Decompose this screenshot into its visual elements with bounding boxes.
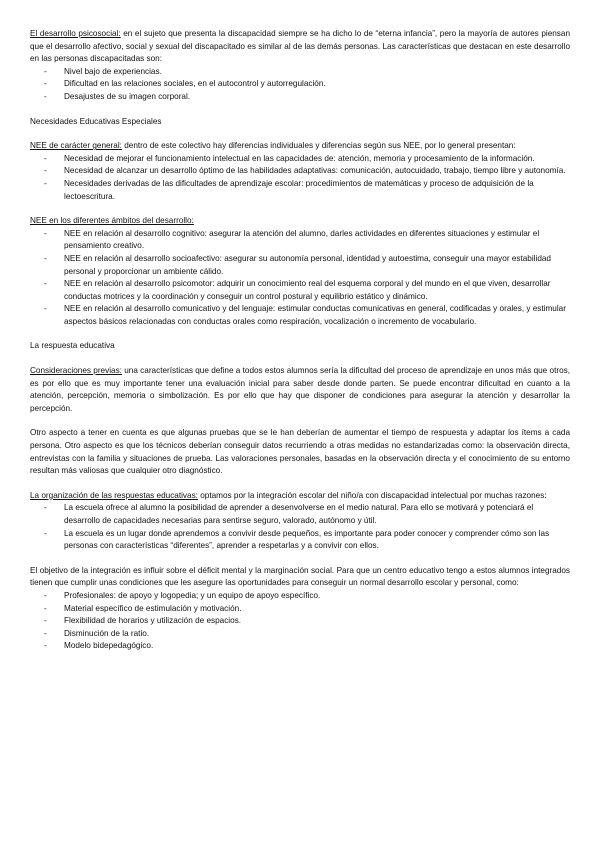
integration-list — [30, 590, 570, 653]
list-item: - NEE en relación al desarrollo cognitivo: asegurar la atención del alumno, darles actividades en diferentes situaciones y estimular el pensamiento creativo. — [64, 228, 570, 253]
psychosocial-lead: El desarrollo psicosocial: — [30, 29, 121, 38]
list-item: - Profesionales: de apoyo y logopedia; y un equipo de apoyo específico. — [64, 590, 570, 603]
list-item: - NEE en relación al desarrollo socioafectivo: asegurar su autonomía personal, identidad y autoestima, conseguir una mayor estabilidad personal y proporcionar un ambiente cálido. — [64, 253, 570, 278]
list-item: - Nivel bajo de experiencias. — [64, 66, 570, 79]
list-item: - NEE en relación al desarrollo comunicativo y del lenguaje: estimular conductas comunicativas en general, codificadas y orales, y estimular aspectos básicos relacionadas con conductas orales como respiración, vocalización o incremento de vocabulario. — [64, 303, 570, 328]
prior-considerations-text: una características que define a todos estos alumnos sería la dificultad del proceso de aprendizaje en unos más que otros, es por ello que es muy importante tener una evaluación inicial para saber desde donde parten. Se puede encontrar dificultad en cuanto a la atención, percepción, memoria o simbolización. Es por ello que hay que disponer de condiciones para asegurar la atención y desarrollar la percepción. — [30, 366, 570, 413]
list-item: - Necesidad de alcanzar un desarrollo óptimo de las habilidades adaptativas: comunicación, autocuidado, trabajo, tiempo libre y autonomía. — [64, 165, 570, 178]
list-item: - La escuela es un lugar donde aprendemos a convivir desde pequeños, es importante para poder conocer y comprender cómo son las personas con características “diferentes”, aprender a respetarlas y a convivir con ellos. — [64, 528, 570, 553]
nee-areas-list — [30, 228, 570, 329]
nee-general-lead: NEE de carácter general: — [30, 141, 122, 151]
list-item: - Desajustes de su imagen corporal. — [64, 91, 570, 104]
list-item: - Necesidad de mejorar el funcionamiento intelectual en las capacidades de: atención, memoria y procesamiento de la información. — [64, 153, 570, 166]
organization-text: optamos por la integración escolar del niño/a con discapacidad intelectual por muchas razones: — [197, 490, 547, 500]
list-item: - Modelo bidepedagógico. — [64, 640, 570, 653]
prior-considerations-paragraph — [30, 365, 570, 415]
list-item: - NEE en relación al desarrollo psicomotor: adquirir un conocimiento real del esquema corporal y del mundo en el que viven, desarrollar conductas motrices y la coordinación y conseguir un control postural y equilibrio estático y dinámico. — [64, 278, 570, 303]
list-item: - Disminución de la ratio. — [64, 628, 570, 641]
response-heading: La respuesta educativa — [30, 341, 115, 351]
organization-paragraph — [30, 490, 570, 503]
nee-heading: Necesidades Educativas Especiales — [30, 116, 162, 126]
organization-list — [30, 502, 570, 552]
list-item: - Material específico de estimulación y motivación. — [64, 603, 570, 616]
nee-general-paragraph — [30, 140, 570, 153]
list-item: - Necesidades derivadas de las dificultades de aprendizaje escolar: procedimientos de matemáticas y proceso de adquisición de la lectoescritura. — [64, 178, 570, 203]
other-aspect-paragraph: Otro aspecto a tener en cuenta es que algunas pruebas que se le han deberían de aumentar el tiempo de respuesta y adaptar los ítems a cada persona. Otro aspecto es que los técnicos deberían conseguir datos recurriendo a otras medidas no estandarizadas como: la observación directa, entrevistas con la familia y situaciones de prueba. Las valoraciones personales, basadas en la observación directa y el conocimiento de su entorno resultan más valiosas que cualquier otro diagnóstico. — [30, 428, 570, 476]
nee-areas-paragraph — [30, 215, 570, 228]
prior-considerations-lead: Consideraciones previas: — [30, 366, 122, 376]
psychosocial-text: en el sujeto que presenta la discapacidad siempre se ha dicho lo de “eterna infancia”, pero la mayoría de autores piensan que el desarrollo afectivo, social y sexual del discapacitado es similar al de las demás personas. Las características que destacan en este desarrollo en las personas discapacitadas son: — [30, 29, 571, 64]
integration-paragraph: El objetivo de la integración es influir sobre el déficit mental y la marginación social. Para que un centro educativo tengo a estos alumnos integrados tienen que cumplir unas condiciones que les asegure las oportunidades para conseguir un normal desarrollo escolar y personal, como: — [30, 565, 570, 588]
organization-lead: La organización de las respuestas educativas: — [30, 490, 198, 500]
list-item: - Flexibilidad de horarios y utilización de espacios. — [64, 615, 570, 628]
list-item: - Dificultad en las relaciones sociales, en el autocontrol y autorregulación. — [64, 78, 570, 91]
list-item: - La escuela ofrece al alumno la posibilidad de aprender a desenvolverse en el medio natural. Para ello se motivará y potenciará el desarrollo de capacidades necesarias para sentirse seguro, valorado, autónomo y útil. — [64, 502, 570, 527]
psychosocial-paragraph — [30, 28, 570, 66]
nee-general-text: dentro de este colectivo hay diferencias individuales y diferencias según sus NEE, por lo general presentan: — [121, 141, 516, 151]
psychosocial-list — [30, 66, 570, 104]
nee-general-list — [30, 153, 570, 203]
nee-areas-lead: NEE en los diferentes ámbitos del desarrollo: — [30, 216, 194, 226]
